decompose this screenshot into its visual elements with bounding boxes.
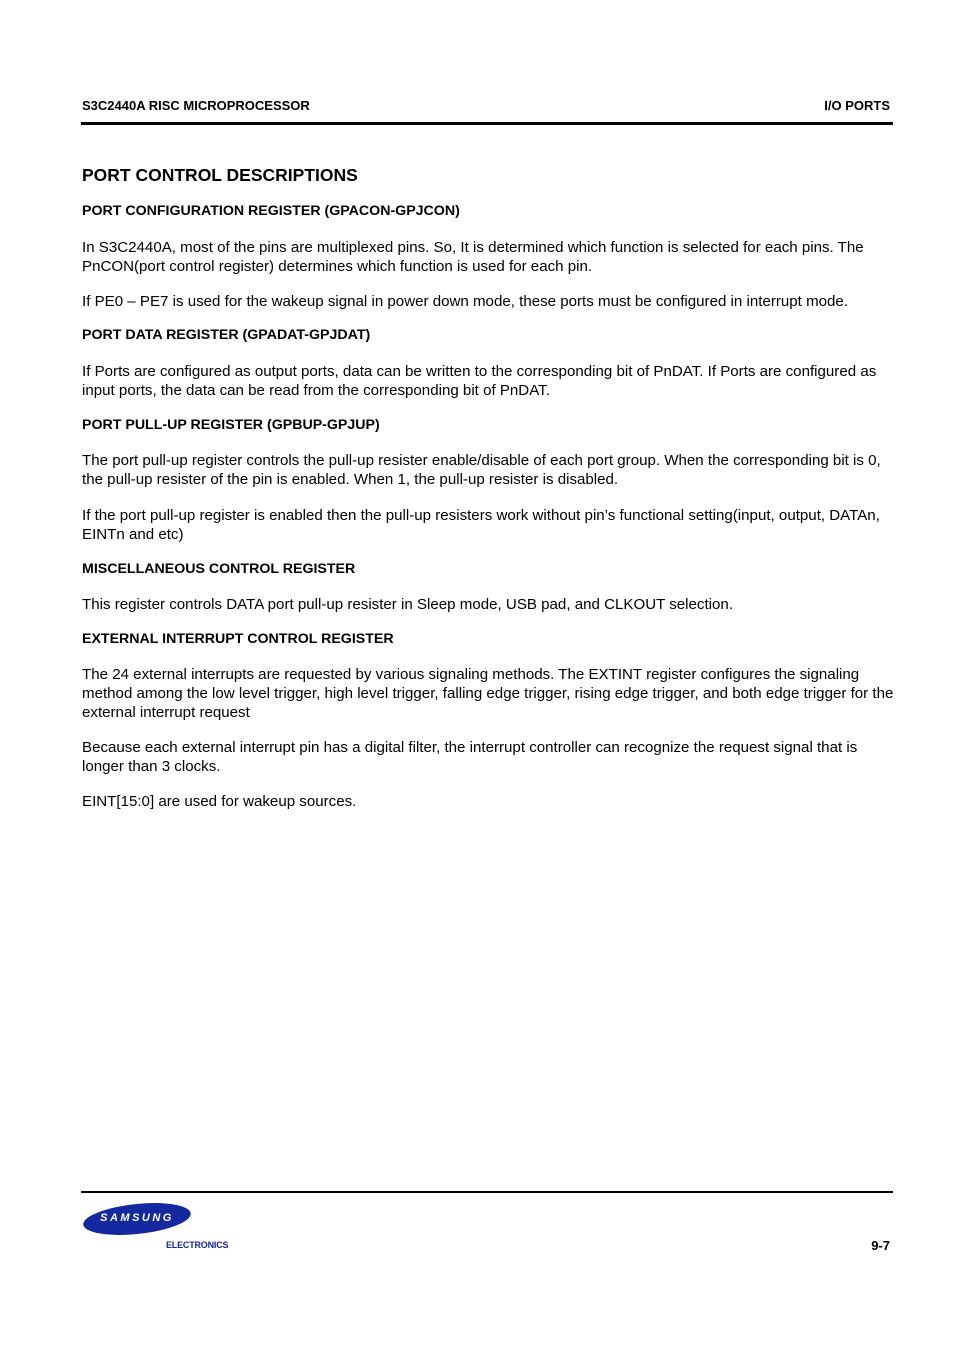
page-title: PORT CONTROL DESCRIPTIONS (82, 165, 358, 185)
section-heading-miscellaneous-control: MISCELLANEOUS CONTROL REGISTER (82, 561, 356, 577)
page-content (82, 163, 894, 811)
section-heading-port-data: PORT DATA REGISTER (GPADAT-GPJDAT) (82, 327, 371, 343)
header-rule (81, 122, 893, 125)
section-heading-external-interrupt: EXTERNAL INTERRUPT CONTROL REGISTER (82, 631, 394, 647)
header-chapter-title: I/O PORTS (824, 98, 890, 113)
logo-wordmark: SAMSUNG (100, 1212, 174, 1224)
samsung-logo (82, 1202, 242, 1254)
header-document-title: S3C2440A RISC MICROPROCESSOR (82, 98, 310, 113)
paragraph: In S3C2440A, most of the pins are multiplexed pins. So, It is determined which function is selected for each pins. The PnCON(port control register) determines which function is used for each pin. (82, 239, 864, 275)
paragraph: This register controls DATA port pull-up resister in Sleep mode, USB pad, and CLKOUT selection. (82, 596, 733, 613)
paragraph: Because each external interrupt pin has a digital filter, the interrupt controller can recognize the request signal that is longer than 3 clocks. (82, 739, 858, 775)
logo-subtitle: ELECTRONICS (166, 1240, 229, 1250)
footer-rule (81, 1191, 893, 1193)
section-heading-port-pull-up: PORT PULL-UP REGISTER (GPBUP-GPJUP) (82, 417, 380, 433)
page-number: 9-7 (871, 1238, 890, 1253)
paragraph: If Ports are configured as output ports, data can be written to the corresponding bit of PnDAT. If Ports are configured as input ports, the data can be read from the corresponding bit of PnDAT. (82, 363, 877, 399)
paragraph: If PE0 – PE7 is used for the wakeup signal in power down mode, these ports must be configured in interrupt mode. (82, 293, 849, 310)
section-heading-port-configuration: PORT CONFIGURATION REGISTER (GPACON-GPJCON) (82, 203, 460, 219)
paragraph: If the port pull-up register is enabled then the pull-up resisters work without pin’s functional setting(input, output, DATAn, EINTn and etc) (82, 507, 880, 543)
paragraph: The port pull-up register controls the pull-up resister enable/disable of each port group. When the corresponding bit is 0, the pull-up resister of the pin is enabled. When 1, the pull-up resister is disabled. (82, 452, 881, 488)
paragraph: The 24 external interrupts are requested by various signaling methods. The EXTINT register configures the signaling method among the low level trigger, high level trigger, falling edge trigger, rising edge trigger, and both edge trigger for the external interrupt request (82, 666, 894, 721)
paragraph: EINT[15:0] are used for wakeup sources. (82, 793, 357, 810)
